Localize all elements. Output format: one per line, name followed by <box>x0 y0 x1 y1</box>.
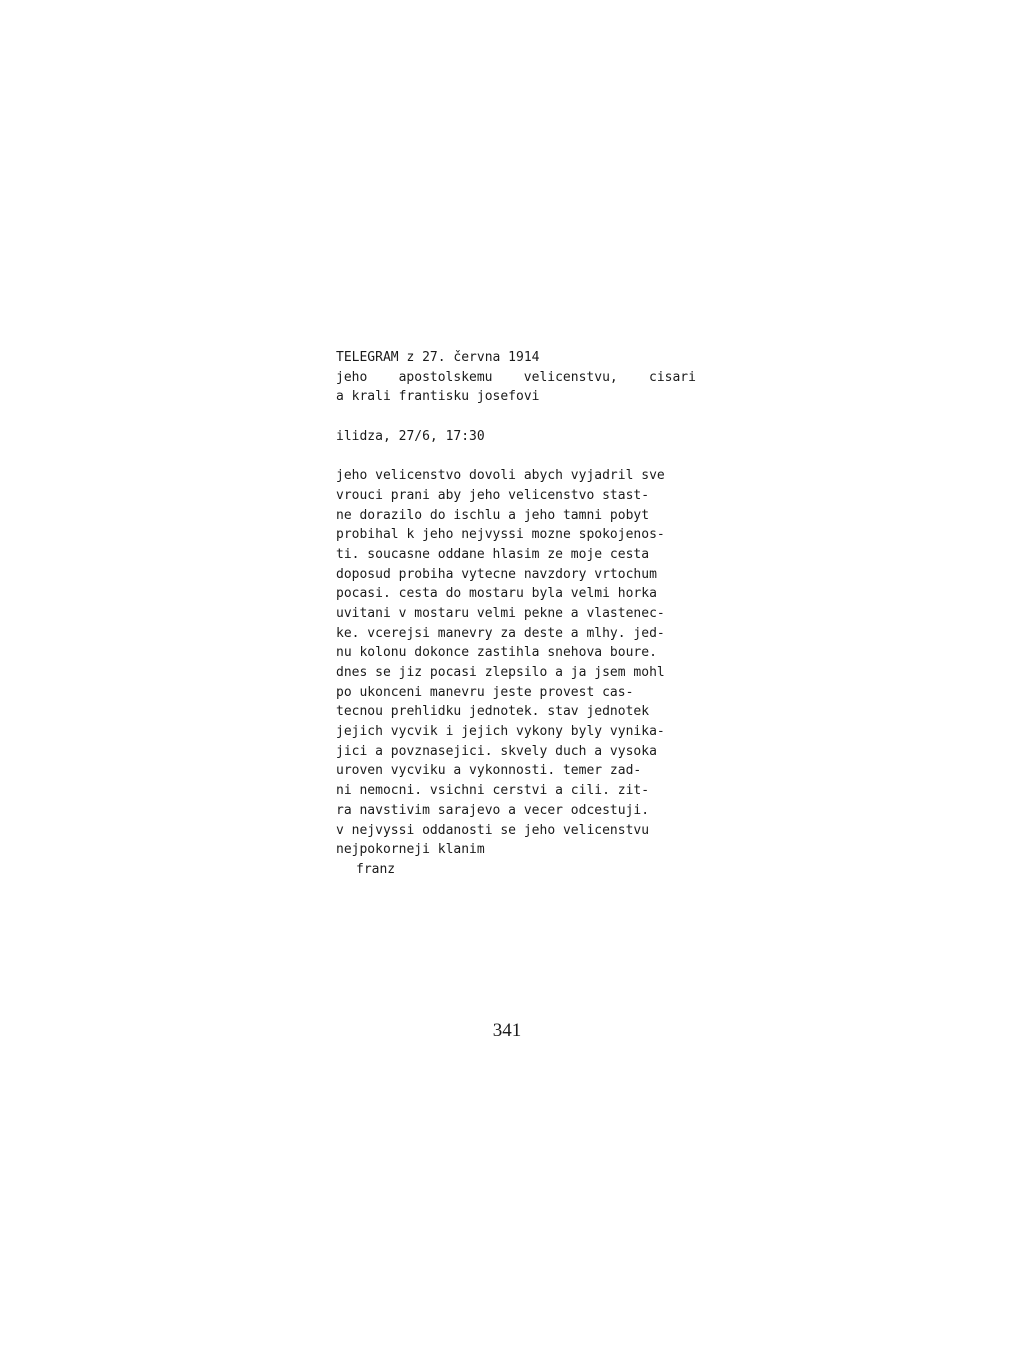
body-line: ti. soucasne oddane hlasim ze moje cesta <box>336 546 650 562</box>
body-line: doposud probiha vytecne navzdory vrtochum <box>336 566 657 582</box>
body-line: ni nemocni. vsichni cerstvi a cili. zit- <box>336 783 650 799</box>
spacer <box>336 446 696 466</box>
address-word: apostolskemu <box>398 369 493 385</box>
body-line: vrouci prani aby jeho velicenstvo stast- <box>336 487 650 503</box>
body-line: pocasi. cesta do mostaru byla velmi horka <box>336 586 657 602</box>
telegram-heading: TELEGRAM z 27. června 1914 <box>336 350 540 365</box>
body-line: nu kolonu dokonce zastihla snehova boure. <box>336 645 657 661</box>
page-number: 341 <box>492 1020 522 1041</box>
body-line: uvitani v mostaru velmi pekne a vlastenec- <box>336 605 665 621</box>
body-line: probihal k jeho nejvyssi mozne spokojenos- <box>336 527 665 543</box>
dateline: ilidza, 27/6, 17:30 <box>336 428 485 444</box>
body-line: ra navstivim sarajevo a vecer odcestuji. <box>336 802 650 818</box>
body-line: nejpokorneji klanim <box>336 842 485 858</box>
body-line: v nejvyssi oddanosti se jeho velicenstvu <box>336 822 650 838</box>
body-line: tecnou prehlidku jednotek. stav jednotek <box>336 704 650 720</box>
spacer <box>336 407 696 427</box>
address-line-2: a krali frantisku josefovi <box>336 389 540 405</box>
address-word: cisari <box>649 369 696 385</box>
telegram-text <box>336 348 696 880</box>
signature: franz <box>356 861 396 877</box>
address-line-1 <box>336 368 696 388</box>
body-line: po ukonceni manevru jeste provest cas- <box>336 684 634 700</box>
body-line: ke. vcerejsi manevry za deste a mlhy. jed- <box>336 625 665 641</box>
address-word: jeho <box>336 369 368 385</box>
address-word: velicenstvu, <box>523 369 618 385</box>
body-line: jici a povznasejici. skvely duch a vysoka <box>336 743 657 759</box>
body-line: jejich vycvik i jejich vykony byly vynika- <box>336 724 665 740</box>
body-line: uroven vycviku a vykonnosti. temer zad- <box>336 763 642 779</box>
body-line: jeho velicenstvo dovoli abych vyjadril sve <box>336 468 665 484</box>
telegram-body <box>336 466 696 860</box>
body-line: dnes se jiz pocasi zlepsilo a ja jsem mohl <box>336 665 665 680</box>
body-line: ne dorazilo do ischlu a jeho tamni pobyt <box>336 507 650 523</box>
